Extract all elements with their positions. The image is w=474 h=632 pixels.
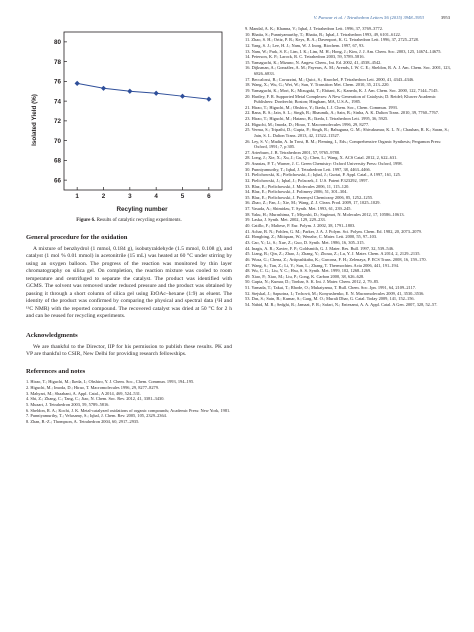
- figure-6-chart: [26, 26, 232, 216]
- reference-item[interactable]: 48. Wu, C. G.; Liu, Y. C.; Hsu, S. S. Synth. Met. 1999, 102, 1268–1269.: [245, 268, 372, 274]
- reference-item[interactable]: 51. Yamada, T.; Takai, T.; Rhode, O.; Mukaiyama, T. Bull. Chem. Soc. Jpn. 1991, 64, 2109–2117.: [245, 285, 417, 291]
- reference-item[interactable]: 39. Laska, J. Synth. Met. 2002, 129, 229–233.: [245, 217, 326, 223]
- figure-label: Figure 6.: [76, 218, 96, 223]
- reference-item[interactable]: 11. Zhao, S. H.; Ortiz, P. R.; Keys, B. A.; Davenport, K. G. Tetrahedron Lett. 1996, 37, 2725–2728.: [245, 37, 419, 43]
- reference-item[interactable]: 54. Nabid, M. R.; Sedghi, R.; Jamaat, P. R.; Safari, N.; Entezami, A. A. Appl. Catal. A Gen. 2007, 328, 52–57.: [245, 302, 438, 308]
- x-tick-label: 3: [128, 193, 132, 200]
- reference-item[interactable]: 2. Higuchi, M.; Imoda, D.; Hirao, T. Macromolecules 1996, 29, 8277–8279.: [26, 385, 160, 391]
- series-line: [77, 83, 209, 99]
- recycling-chart-svg: [26, 26, 232, 214]
- reference-item[interactable]: 38. Yaku, H.; Murashima, T.; Miyoshi, D.; Sugimot, N. Molecules 2012, 17, 10586–10613.: [245, 211, 405, 217]
- reference-item[interactable]: 10. Bhatia, S.; Punniyamurthy, T.; Bhatia, B.; Iqbal, J. Tetrahedron 1993, 49, 6101–6122.: [245, 31, 401, 37]
- reference-item[interactable]: 9. Mandal, A. K.; Khanna, V.; Iqbal, J. Tetrahedron Lett. 1996, 37, 3769–3772.: [245, 26, 383, 31]
- reference-item[interactable]: 8. Zhan, B.-Z.; Thompson, A. Tetrahedron 2004, 60, 2917–2935.: [26, 418, 140, 424]
- x-tick-label: 5: [180, 193, 185, 200]
- x-tick-label: 1: [75, 193, 79, 200]
- y-tick-label: 72: [53, 118, 61, 126]
- reference-item[interactable]: 32. Pielichowski, J.; Iqbal, J.; Polaczek, J. U.S. Patent P.323292, 1997.: [245, 177, 369, 183]
- reference-item[interactable]: 15. Yamaguchi, K.; Mizuno, N. Angew. Chem., Int. Ed. 2002, 41, 4538–4542.: [245, 59, 382, 65]
- reference-item[interactable]: 29. Anastas, P. T.; Warner, J. C. Green Chemistry: Oxford University Press: Oxford, 1998.: [245, 161, 403, 166]
- reference-item[interactable]: 40. Catillo, F.; Maltese, P. Eur. Polym. J. 2002, 38, 1791–1803.: [245, 223, 356, 229]
- reference-item[interactable]: 28. Long, J.; Xie, X.; Xu, J.; Gu, Q.; Chen, L.; Wang, X. ACS Catal. 2012, 2, 622–631.: [245, 155, 398, 161]
- reference-item[interactable]: 27. Arterburn, J. B. Tetrahedron 2001, 57, 9765–9788.: [245, 149, 341, 155]
- x-tick-label: 2: [101, 193, 106, 200]
- reference-item[interactable]: 20. Hartley, F. R. Supported Metal Complexes: A New Generation of Catalysts; D. Reidel; Kluwer Academic Publishers: Dordrecht; Boston; Hingham, MA, U.S.A., 1985.: [245, 93, 436, 105]
- acknowledgments-heading: Acknowledgments: [26, 331, 78, 339]
- x-tick-label: 4: [154, 193, 158, 200]
- reference-item[interactable]: 13. Nam, W.; Park, S. E.; Lim, I. K.; Lim, M. H.; Hong, J.; Kim, J. J. Am. Chem. Soc. 2003, 125, 14674–14675.: [245, 48, 442, 54]
- reference-item[interactable]: 30. Punniyamurthy, T.; Iqbal, J. Tetrahedron Lett. 1997, 38, 4463–4466.: [245, 166, 371, 172]
- reference-item[interactable]: 43. Cao, Y.; Li, S.; Xue, Z.; Guo, D. Synth. Met. 1986, 16, 305–315.: [245, 239, 365, 245]
- reference-item[interactable]: 50. Gupta, N.; Kumar, D.; Tonbar, S. K. Int. J. Mater. Chem. 2012, 2, 79–85.: [245, 279, 380, 285]
- reference-item[interactable]: 5. Muzart, J. Tetrahedron 2003, 59, 5789–5816.: [26, 402, 110, 407]
- x-tick-label: 6: [207, 193, 211, 200]
- reference-item[interactable]: 12. Yang, S. J.; Lee, H. J.; Nam, W. J. Inorg. Biochem. 1997, 67, 93.: [245, 42, 365, 48]
- figure-caption-text: Results of catalytic recycling experiments.: [96, 218, 182, 223]
- series-polyline: [77, 83, 209, 99]
- reference-item[interactable]: 46. Wusa, G.; Chena, Z.; Aritpushkaba, K.; Garcona, F. H.; Zelenaya, P. ECS Trans. 2008, 16, 159–170.: [245, 256, 427, 262]
- reference-item[interactable]: 6. Sheldon, R. A.; Kochi, J. K. Metal-catalyzed oxidations of organic compounds; Academic Press: New York, 1981.: [26, 407, 231, 413]
- reference-item[interactable]: 41. Achar, B. N.; Fohlen, G. M.; Parker, J. A. J. Polym. Sci. Polym. Chem. Ed. 1982, 20, 2073–2079.: [245, 228, 422, 234]
- left-column: [26, 26, 232, 425]
- reference-item[interactable]: 45. Liang, B.; Qin, Z.; Zhao, J.; Zhang, Y.; Zhoua, Z.; Lu, Y. J. Mater. Chem. A 2014, 2, 2129–2135.: [245, 251, 421, 257]
- data-point: [154, 91, 159, 96]
- procedure-heading: General procedure for the oxidation: [26, 234, 128, 241]
- reference-item[interactable]: 22. Rana, B. S.; Jain, S. L.; Singh, B.; Bhaumik, A.; Sain, B.; Sinha, A. K. Dalton Trans. 2010, 39, 7760–7767.: [245, 110, 439, 116]
- x-axis-label: Recyling number: [116, 206, 168, 213]
- reference-item[interactable]: 24. Higuchi, M.; Imoda, D.; Hirao, T. Macromolecules 1996, 29, 8277.: [245, 121, 370, 127]
- references-list-right: [245, 26, 451, 308]
- reference-item[interactable]: 47. Wang, S.; Tan, Z.; Li, Y.; Sun, L.; Zhang, T. Thermochim. Acta 2006, 441, 191–194.: [245, 262, 399, 268]
- reference-item[interactable]: 34. Blaz, E.; Pielichowski, J. Polimery 2006, 51, 301–304.: [245, 189, 348, 195]
- data-point: [180, 94, 185, 99]
- data-point: [75, 81, 80, 86]
- x-tick-labels: [75, 193, 211, 200]
- y-tick-label: 70: [53, 137, 61, 145]
- figure-caption: [26, 218, 232, 223]
- chart-axes: [64, 32, 222, 190]
- y-tick-labels: [54, 39, 62, 184]
- reference-item[interactable]: 49. Xiao, P.; Xiao, M.; Liu, P.; Gong, K. Carbon 2000, 38, 626–628.: [245, 273, 365, 279]
- reference-item[interactable]: 37. Vasuda, A.; Shimidzu, T. Synth. Met. 1993, 61, 239–245.: [245, 206, 352, 212]
- references-heading: References and notes: [26, 368, 86, 376]
- y-tick-label: 74: [53, 98, 61, 106]
- reference-item[interactable]: 19. Yamaguchi, K.; Mori, K.; Mizugaki, T.; Ebitani, K.; Kaneda, K. J. Am. Chem. Soc. 2000, 122, 7144–7145.: [245, 87, 439, 93]
- reference-item[interactable]: 21. Hirao, T.; Higuchi, M.; Ohshiro, Y.; Ikeda, I. J. Chem. Soc., Chem. Commun. 1993.: [245, 104, 398, 110]
- acknowledgments-paragraph: We are thankful to the Director, IIP for his permission to publish these results. PK and VP are thankful to CSIR, New Delhi for providing research fellowships.: [26, 343, 232, 357]
- reference-item[interactable]: 25. Verma, S.; Tripathi, D.; Gupta, P.; Singh, R.; Bahuguna, G. M.; Shivakumar, K. L. N.; Chauhan, R. K.; Saran, S.; Jain, S. L. Dalton Trans. 2013, 42, 11522–11527.: [245, 127, 450, 138]
- data-point: [101, 86, 106, 91]
- reference-item[interactable]: 36. Zhao, Z.; Fan, J.; Xie, M.; Wang, Z. J. Clean. Prod. 2009, 17, 1025–1029.: [245, 200, 381, 206]
- reference-item[interactable]: 31. Pielichowski, K.; Pielichowski, J.; Iqbal, J.; Gurtat, P. Appl. Catal., A 1997, 161, 125.: [245, 172, 401, 178]
- reference-item[interactable]: 23. Hirao, T.; Higuchi, M.; Hatano, B.; Ikeda, I. Tetrahedron Lett. 1995, 36, 5925.: [245, 116, 389, 122]
- reference-item[interactable]: 26. Ley, S. V.; Madin, A. In Trost, B. M.; Fleming, I., Eds.; Comprehensive Organic Synthesis; Pergamon Press: Oxford, 1991; 7, p 305.: [245, 138, 442, 150]
- reference-item[interactable]: 53. Das, S.; Sain, B.; Kumar, S.; Garg, M. O.; Murali Dhar, G. Catal. Today 2009, 141, 152–156.: [245, 296, 415, 302]
- reference-item[interactable]: 42. Hongbing, Z.; Miiiquan, W.; Wenzhe, C. Mater. Lett. 2000, 55, 97–103.: [245, 234, 378, 240]
- data-point: [127, 89, 132, 94]
- reference-item[interactable]: 4. Shi, Z.; Zhang, C.; Tang, C.; Jiao, N. Chem. Soc. Rev. 2012, 41, 3381–3430.: [26, 396, 165, 402]
- reference-item[interactable]: 16. Dijksman, A.; González, A. M.; Payeras, A. M.; Arends, I. W. C. E.; Sheldon, R. A. J. Am. Chem. Soc. 2001, 123, 6826–6833.: [245, 65, 451, 77]
- plot-frame: [64, 32, 222, 190]
- series-markers: [75, 81, 212, 102]
- y-tick-label: 78: [53, 58, 61, 66]
- y-tick-label: 66: [53, 177, 61, 185]
- reference-item[interactable]: 18. Wang, X.; Wu, G.; Wei, W.; Sun, Y. Transition Met. Chem. 2010, 35, 213–220.: [245, 82, 390, 88]
- reference-item[interactable]: 52. Stejskal, J.; Sapurina, I.; Trchová, M.; Konyushenko, E. N. Macromolecules 2009, 41, 3530–3536.: [245, 290, 425, 296]
- reference-item[interactable]: 3. Mahyari, M.; Shaabani, A. Appl. Catal., A 2014, 469, 524–531.: [26, 390, 142, 396]
- y-tick-label: 76: [53, 78, 61, 86]
- procedure-paragraph: A mixture of benzhydrol (1 mmol, 0.184 g), isobutyraldehyde (1.5 mmol, 0.108 g), and catalyst (1 mol % 0.01 mmol) in acetonitrile (15 mL) was heated at 60 °C under stirring by using an oxygen balloon. The progress of the reaction was monitored by thin layer chromatography on silica gel. On completion, the reaction mixture was cooled to room temperature and centrifuged to separate the catalyst. The product was identified with GCMS. The solvent was removed under reduced pressure and the product was obtained by passing it through a short column of silica gel using EtOAc–hexane (1:9) as eluent. The identity of the product was confirmed by comparing the physical and spectral data (¹H and ¹³C NMR) with the reported compound. The recovered catalyst was dried at 50 °C for 2 h and can be reused for recycling experiments.: [26, 246, 232, 320]
- reference-item[interactable]: 1. Hirao, T.; Higuchi, M.; Ikeda, I.; Ohshiro, Y. J. Chem. Soc., Chem. Commun. 1993, 194–195.: [26, 379, 195, 385]
- data-point: [206, 97, 211, 102]
- y-tick-label: 68: [53, 157, 61, 165]
- page-number: 3953: [440, 15, 450, 20]
- reference-item[interactable]: 44. Inagis, A. R.; Xavier, F. P.; Goldsmith, G. J. Mater. Res. Bull. 1997, 32, 539–546.: [245, 245, 395, 251]
- reference-item[interactable]: 7. Punniyamurthy, T.; Velusamy, S.; Iqbal, J. Chem. Rev. 2005, 105, 2329–2364.: [26, 413, 167, 419]
- y-tick-label: 80: [53, 39, 61, 47]
- references-list-left: [26, 379, 232, 424]
- right-column: [245, 26, 451, 308]
- reference-item[interactable]: 35. Blaz, E.; Pielichowski, J. Przemysl Chemiczny 2006, 85, 1252–1255.: [245, 194, 374, 200]
- reference-item[interactable]: 17. Beccalossi, B.; Cavazzini, M.; Quici, S.; Knochel, P. Tetrahedron Lett. 2000, 41, 4343–4346.: [245, 76, 415, 82]
- y-axis-label: Isolated Yield (%): [31, 94, 38, 146]
- reference-item[interactable]: 33. Blaz, E.; Pielichowski, J. Molecules 2006, 11, 115–120.: [245, 183, 350, 189]
- reference-item[interactable]: 14. Peterson, K. P.; Larock, R. C. Tetrahedron 2003, 59, 5789–5816.: [245, 54, 365, 60]
- running-title: V. Panwar et al. / Tetrahedron Letters 56 (2015) 3948–3953: [313, 15, 424, 20]
